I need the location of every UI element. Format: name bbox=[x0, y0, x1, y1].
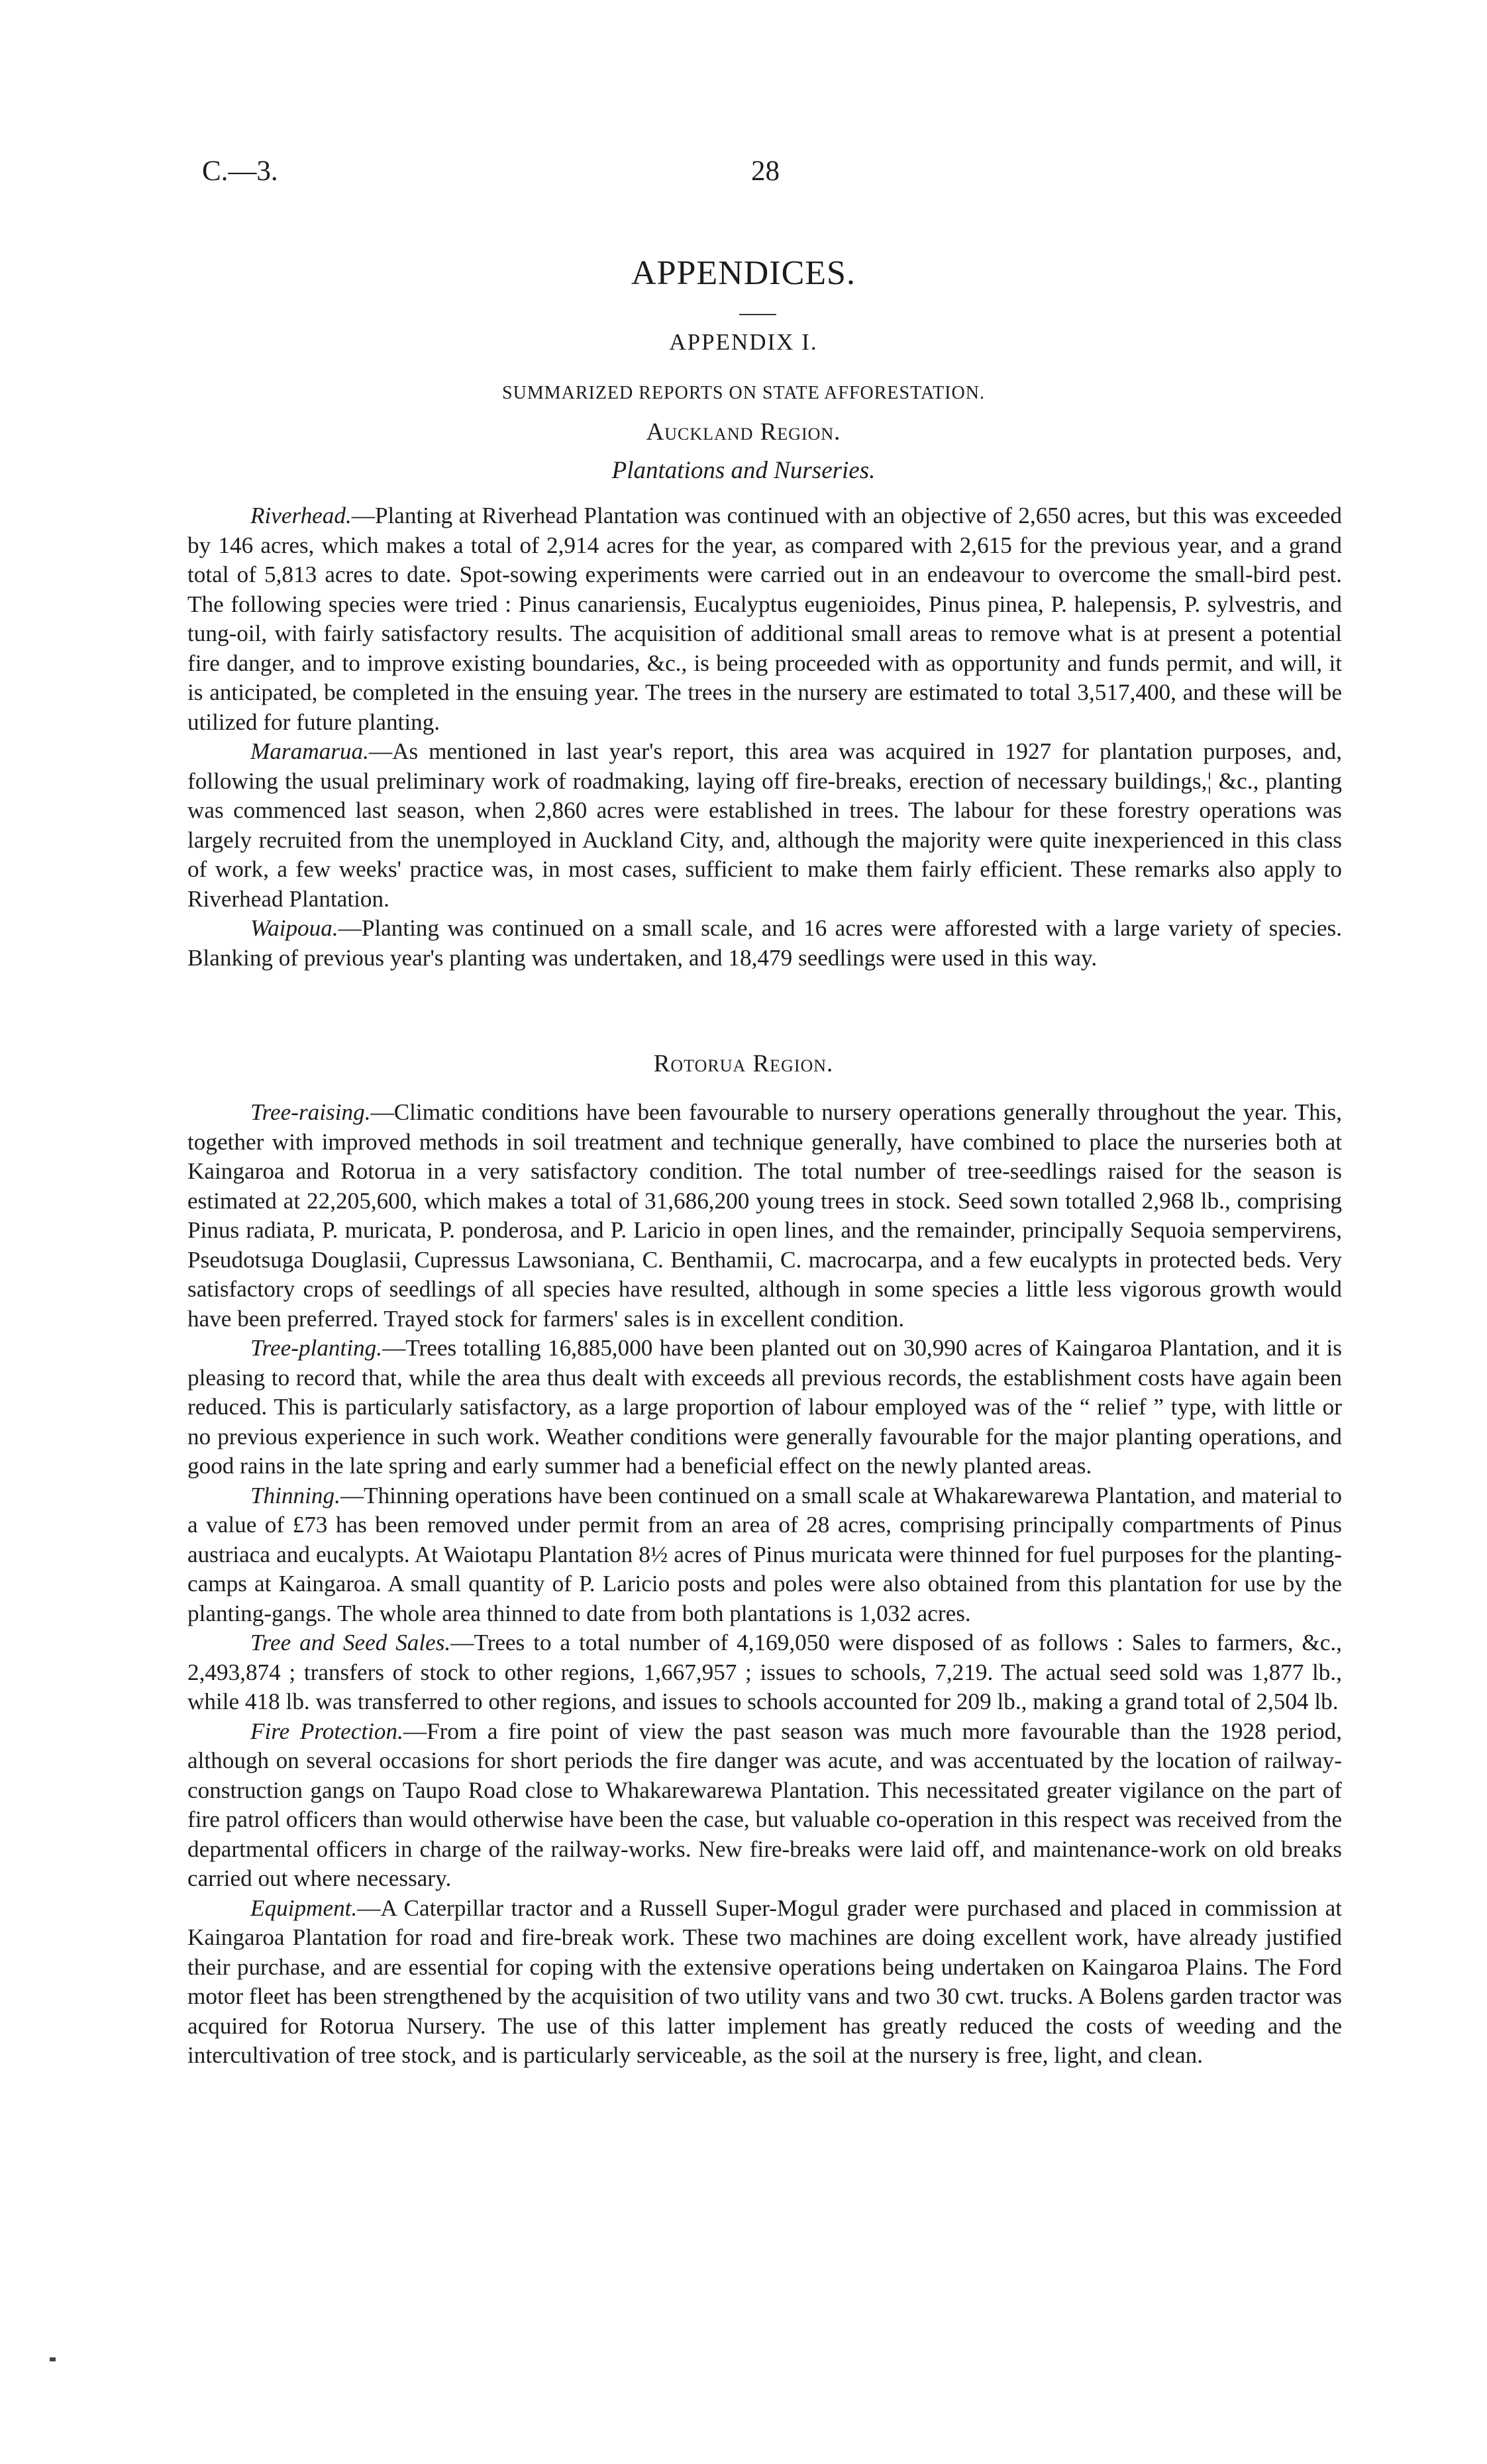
paragraph bbox=[187, 1894, 1342, 2071]
paragraph-text: —Trees to a total number of 4,169,050 were disposed of as follows : Sales to farmers, &c., 2,493,874 ; transfers of stock to other regions, 1,667,957 ; issues to schools, 7,219. The actual seed sold was 1,877 lb., while 418 lb. was transferred to other regions, and issues to schools accounted for 209 lb., making a grand total of 2,504 lb. bbox=[187, 1630, 1342, 1714]
paragraph-text: —Climatic conditions have been favourable to nursery operations generally throughout the year. This, together with improved methods in soil treatment and technique generally, have combined to place the nurseries both at Kaingaroa and Rotorua in a very satisfactory condition. The total number of tree-seedlings raised for the season is estimated at 22,205,600, which makes a total of 31,686,200 young trees in stock. Seed sown totalled 2,968 lb., comprising Pinus radiata, P. muricata, P. ponderosa, and P. Laricio in open lines, and the remainder, principally Sequoia sempervirens, Pseudotsuga Douglasii, Cupressus Lawsoniana, C. Benthamii, C. macrocarpa, and a few eucalypts in protected beds. Very satisfactory crops of seedlings of all species have resulted, although in some species a little less vigorous growth would have been preferred. Trayed stock for farmers' sales is in excellent condition. bbox=[187, 1099, 1342, 1332]
paragraph bbox=[187, 1481, 1342, 1629]
paragraph-heading: Thinning. bbox=[250, 1482, 340, 1508]
paragraph-text: —As mentioned in last year's report, this area was acquired in 1927 for plantation purposes, and, following the usual preliminary work of roadmaking, laying off fire-breaks, erection of necessary buildings,¦ &c., planting was commenced last season, when 2,860 acres were established in trees. The labour for these forestry operations was largely recruited from the unemployed in Auckland City, and, although the majority were quite inexperienced in this class of work, a few weeks' practice was, in most cases, sufficient to make them fairly efficient. These remarks also apply to Riverhead Plantation. bbox=[187, 738, 1342, 912]
paragraph-heading: Tree-raising. bbox=[250, 1099, 371, 1125]
appendices-title: APPENDICES. bbox=[631, 254, 856, 292]
paragraph-heading: Equipment. bbox=[250, 1895, 358, 1921]
paragraph-text: —Thinning operations have been continued on a small scale at Whakarewarewa Plantation, and material to a value of £73 has been removed under permit from an area of 28 acres, comprising principally compartments of Pinus austriaca and eucalypts. At Waiotapu Plantation 8½ acres of Pinus muricata were thinned for fuel purposes for the planting-camps at Kaingaroa. A small quantity of P. Laricio posts and poles were also obtained from this plantation for use by the planting-gangs. The whole area thinned to date from both plantations is 1,032 acres. bbox=[187, 1482, 1342, 1626]
paragraph-heading: Fire Protection. bbox=[250, 1718, 403, 1744]
appendix-heading: APPENDIX I. bbox=[669, 329, 818, 355]
scan-mark bbox=[50, 2357, 56, 2361]
paragraph bbox=[187, 1098, 1342, 1334]
paragraph-heading: Waipoua. bbox=[250, 915, 338, 941]
paragraph-text: —Trees totalling 16,885,000 have been planted out on 30,990 acres of Kaingaroa Plantation, and it is pleasing to record that, while the area thus dealt with exceeds all previous records, the establishment costs have again been reduced. This is particularly satisfactory, as a large proportion of labour employed was of the “ relief ” type, with little or no previous experience in such work. Weather conditions were generally favourable for the major planting operations, and good rains in the late spring and early summer had a beneficial effect on the newly planted areas. bbox=[187, 1335, 1342, 1479]
paragraph-heading: Maramarua. bbox=[250, 738, 369, 764]
paragraph-heading: Tree-planting. bbox=[250, 1335, 383, 1361]
paragraph-text: —Planting at Riverhead Plantation was continued with an objective of 2,650 acres, but this was exceeded by 146 acres, which makes a total of 2,914 acres for the year, as compared with 2,615 for the previous year, and a grand total of 5,813 acres to date. Spot-sowing experiments were carried out in an endeavour to overcome the small-bird pest. The following species were tried : Pinus canariensis, Eucalyptus eugenioides, Pinus pinea, P. halepensis, P. sylvestris, and tung-oil, with fairly satisfactory results. The acquisition of additional small areas to remove what is at present a potential fire danger, and to improve existing boundaries, &c., is being proceeded with as opportunity and funds permit, and will, it is anticipated, be completed in the ensuing year. The trees in the nursery are estimated to total 3,517,400, and these will be utilized for future planting. bbox=[187, 503, 1342, 735]
rotorua-region-heading: Rotorua Region. bbox=[653, 1050, 834, 1077]
auckland-region-heading: Auckland Region. bbox=[646, 419, 841, 446]
page-number: 28 bbox=[751, 156, 780, 187]
title-divider bbox=[739, 314, 776, 315]
plantations-subheading: Plantations and Nurseries. bbox=[611, 457, 876, 484]
paragraph bbox=[187, 914, 1342, 973]
auckland-section bbox=[187, 501, 1342, 973]
paragraph-text: —Planting was continued on a small scale, and 16 acres were afforested with a large variety of species. Blanking of previous year's planting was undertaken, and 18,479 seedlings were used in this way. bbox=[187, 915, 1342, 971]
paragraph-text: —A Caterpillar tractor and a Russell Super-Mogul grader were purchased and placed in commission at Kaingaroa Plantation for road and fire-break work. These two machines are doing excellent work, have already justified their purchase, and are essential for coping with the extensive operations being undertaken on Kaingaroa Plains. The Ford motor fleet has been strengthened by the acquisition of two utility vans and two 30 cwt. trucks. A Bolens garden tractor was acquired for Rotorua Nursery. The use of this latter implement has greatly reduced the costs of weeding and the intercultivation of tree stock, and is particularly serviceable, as the soil at the nursery is free, light, and clean. bbox=[187, 1895, 1342, 2068]
document-reference: C.—3. bbox=[202, 156, 278, 187]
paragraph-text: —From a fire point of view the past season was much more favourable than the 1928 period, although on several occasions for short periods the fire danger was acute, and was accentuated by the location of railway-construction gangs on Taupo Road close to Whakarewarewa Plantation. This necessitated greater vigilance on the part of fire patrol officers than would otherwise have been the case, but valuable co-operation in this respect was received from the departmental officers in charge of the railway-works. New fire-breaks were laid off, and maintenance-work on old breaks carried out where necessary. bbox=[187, 1718, 1342, 1891]
paragraph bbox=[187, 1334, 1342, 1481]
report-title: SUMMARIZED REPORTS ON STATE AFFORESTATION. bbox=[502, 383, 985, 403]
paragraph-heading: Tree and Seed Sales. bbox=[250, 1630, 451, 1655]
paragraph bbox=[187, 737, 1342, 914]
paragraph bbox=[187, 1717, 1342, 1894]
paragraph-heading: Riverhead. bbox=[250, 503, 352, 528]
paragraph bbox=[187, 501, 1342, 737]
paragraph bbox=[187, 1628, 1342, 1717]
rotorua-section bbox=[187, 1098, 1342, 2071]
